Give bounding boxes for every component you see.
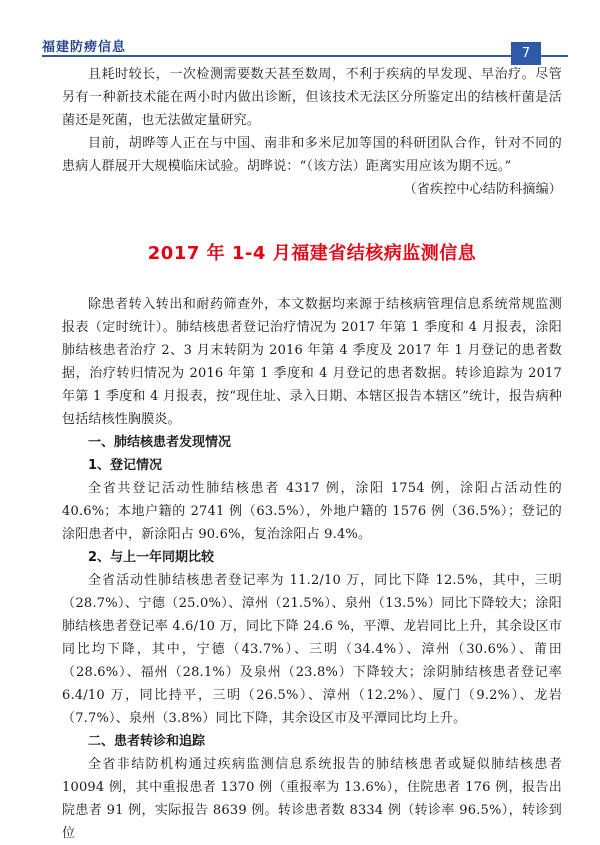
intro-paragraph-2: 目前，胡晔等人正在与中国、南非和多米尼加等国的科研团队合作，针对不同的患病人群展开大规模临床试验。胡晔说：“（该方法）距离实用应该为期不远。”: [62, 136, 562, 174]
intro-source: （省疾控中心结防科摘编）: [403, 182, 562, 197]
article-intro: 除患者转入转出和耐药筛查外，本文数据均来源于结核病管理信息系统常规监测报表（定时统计）。肺结核患者登记治疗情况为 2017 年第 1 季度和 4 月报表，涂阳肺结核患者治疗 2、3 月末转阴为 2016 年第 4 季度及 2017 年 1 月登记的患者数据，治疗转归情况为 2016 年第 1 季度和 4 月登记的患者数据。转诊追踪为 2017 年第 1 季度和 4 月报表，按“现住址、录入日期、本辖区报告本辖区”统计，报告病种包括结核性胸膜炎。: [62, 297, 562, 427]
page-number: 7: [511, 42, 541, 65]
subsection-2-heading: 2、与上一年同期比较: [88, 550, 215, 565]
section-2-text: 全省非结防机构通过疾病监测信息系统报告的肺结核患者或疑似肺结核患者 10094 例，其中重报患者 1370 例（重报率为 13.6%），住院患者 176 例，报告出院患者 91 例，实际报告 8639 例。转诊患者数 8334 例（转诊率 96.5%），转诊到位: [62, 757, 562, 841]
header-divider: [42, 55, 568, 57]
subsection-1-heading: 1、登记情况: [88, 458, 163, 473]
article-title: 2017 年 1-4 月福建省结核病监测信息: [147, 243, 477, 264]
subsection-2-text: 全省活动性肺结核患者登记率为 11.2/10 万，同比下降 12.5%，其中，三明（28.7%）、宁德（25.0%）、漳州（21.5%）、泉州（13.5%）同比下降较大；涂阳肺结核患者登记率 4.6/10 万，同比下降 24.6 %，平潭、龙岩同比上升，其余设区市同比均下降，其中，宁德（43.7%）、三明（34.4%）、漳州（30.6%）、莆田（28.6%）、福州（28.1%）及泉州（23.8%）下降较大；涂阴肺结核患者登记率 6.4/10 万，同比持平，三明（26.5%）、漳州（12.2%）、厦门（9.2%）、龙岩（7.7%）、泉州（3.8%）同比下降，其余设区市及平潭同比均上升。: [62, 573, 562, 726]
page-body: [62, 63, 562, 845]
section-1-heading: 一、肺结核患者发现情况: [88, 435, 232, 450]
subsection-1-text: 全省共登记活动性肺结核患者 4317 例，涂阳 1754 例，涂阳占活动性的 40.6%；本地户籍的 2741 例（63.5%），外地户籍的 1576 例（36.5%）；登记的涂阳患者中，新涂阳占 90.6%，复治涂阳占 9.4%。: [62, 481, 562, 542]
journal-title: 福建防痨信息: [42, 40, 127, 55]
section-2-heading: 二、患者转诊和追踪: [88, 734, 206, 749]
intro-paragraph-1: 且耗时较长，一次检测需要数天甚至数周，不利于疾病的早发现、早治疗。尽管另有一种新技术能在两小时内做出诊断，但该技术无法区分所鉴定出的结核杆菌是活菌还是死菌，也无法做定量研究。: [62, 67, 562, 128]
running-header: [0, 30, 600, 58]
